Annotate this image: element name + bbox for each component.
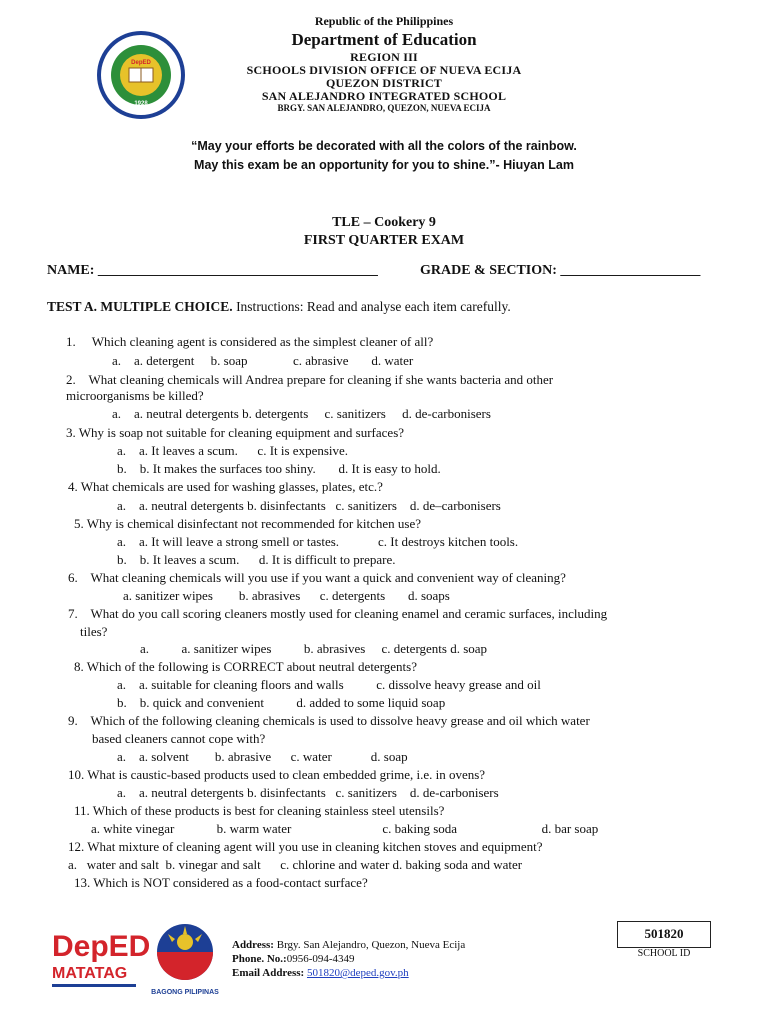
question-line: tiles? xyxy=(80,624,108,639)
division-label: SCHOOLS DIVISION OFFICE OF NUEVA ECIJA xyxy=(246,63,522,77)
question-line: a. a. suitable for cleaning floors and walls c. dissolve heavy grease and oil xyxy=(117,677,541,692)
question-line: 13. Which is NOT considered as a food-contact surface? xyxy=(74,875,368,890)
grade-section-field[interactable]: GRADE & SECTION: ____________________ xyxy=(420,263,701,278)
question-line: a. a. neutral detergents b. disinfectants c. sanitizers d. de–carbonisers xyxy=(117,498,501,513)
name-field[interactable]: NAME: ________________________________________ xyxy=(47,263,378,278)
question-line: a. a. neutral detergents b. detergents c. sanitizers d. de-carbonisers xyxy=(112,406,491,421)
question-line: a. sanitizer wipes b. abrasives c. detergents d. soaps xyxy=(123,588,450,603)
matatag-logo-text: MATATAG xyxy=(52,965,128,982)
exam-subject: TLE – Cookery 9 xyxy=(332,215,436,230)
school-name: SAN ALEJANDRO INTEGRATED SCHOOL xyxy=(261,89,507,103)
question-line: based cleaners cannot cope with? xyxy=(92,731,266,746)
seal-center-text: DepED xyxy=(131,60,151,66)
address-label: Address: xyxy=(232,939,274,951)
question-line: b. b. quick and convenient d. added to some liquid soap xyxy=(117,695,446,710)
question-line: a. a. detergent b. soap c. abrasive d. water xyxy=(112,353,414,368)
instructions xyxy=(47,299,511,315)
exam-quarter: FIRST QUARTER EXAM xyxy=(303,233,465,248)
email-link[interactable]: 501820@deped.gov.ph xyxy=(306,967,409,979)
quote-line-2: May this exam be an opportunity for you to shine.”- Hiuyan Lam xyxy=(194,158,574,172)
question-line: 1. Which cleaning agent is considered as the simplest cleaner of all? xyxy=(66,334,434,349)
quote-line-1: “May your efforts be decorated with all the colors of the rainbow. xyxy=(191,139,577,153)
test-label: TEST A. MULTIPLE CHOICE. xyxy=(47,299,233,314)
question-line: 5. Why is chemical disinfectant not recommended for kitchen use? xyxy=(74,516,422,531)
question-line: 7. What do you call scoring cleaners mostly used for cleaning enamel and ceramic surfaces, including xyxy=(68,606,608,621)
question-line: a. a. sanitizer wipes b. abrasives c. detergents d. soap xyxy=(140,641,488,656)
question-line: b. b. It makes the surfaces too shiny. d. It is easy to hold. xyxy=(117,461,441,476)
republic-label: Republic of the Philippines xyxy=(314,14,454,28)
district-label: QUEZON DISTRICT xyxy=(325,76,443,90)
question-line: 9. Which of the following cleaning chemicals is used to dissolve heavy grease and oil which water xyxy=(68,713,590,728)
instructions-text: Instructions: Read and analyse each item carefully. xyxy=(232,299,511,314)
question-line: 11. Which of these products is best for cleaning stainless steel utensils? xyxy=(74,803,445,818)
question-line: a. white vinegar b. warm water c. baking soda d. bar soap xyxy=(91,821,599,836)
bagong-pilipinas-logo xyxy=(150,920,220,1000)
exam-title xyxy=(0,214,768,250)
question-line: a. a. It will leave a strong smell or tastes. c. It destroys kitchen tools. xyxy=(117,534,519,549)
phone-label: Phone. No.: xyxy=(232,953,287,965)
question-line: b. b. It leaves a scum. d. It is difficult to prepare. xyxy=(117,552,396,567)
school-seal-logo xyxy=(96,30,186,120)
school-id-box: 501820 xyxy=(617,921,711,948)
department-title: Department of Education xyxy=(291,30,477,49)
region-label: REGION III xyxy=(350,50,418,64)
question-line: a. a. neutral detergents b. disinfectants c. sanitizers d. de-carbonisers xyxy=(117,785,499,800)
deped-matatag-logo xyxy=(48,924,151,996)
question-line: a. a. solvent b. abrasive c. water d. soap xyxy=(117,749,408,764)
deped-logo-text: DepED xyxy=(52,930,151,963)
contact-block xyxy=(232,938,465,980)
seal-year: 1928 xyxy=(134,101,148,107)
phone-value: 0956-094-4349 xyxy=(286,953,355,965)
question-line: 2. What cleaning chemicals will Andrea prepare for cleaning if she wants bacteria and other xyxy=(66,372,554,387)
school-address: BRGY. SAN ALEJANDRO, QUEZON, NUEVA ECIJA xyxy=(277,103,491,113)
bagong-pilipinas-text: BAGONG PILIPINAS xyxy=(151,989,219,996)
question-line: 3. Why is soap not suitable for cleaning equipment and surfaces? xyxy=(66,425,405,440)
question-line: 8. Which of the following is CORRECT about neutral detergents? xyxy=(74,659,418,674)
question-line: a. a. It leaves a scum. c. It is expensive. xyxy=(117,443,349,458)
question-line: a. water and salt b. vinegar and salt c. chlorine and water d. baking soda and water xyxy=(68,857,523,872)
question-line: 12. What mixture of cleaning agent will you use in cleaning kitchen stoves and equipment? xyxy=(68,839,543,854)
school-id-label: SCHOOL ID xyxy=(637,948,691,959)
question-line: 4. What chemicals are used for washing glasses, plates, etc.? xyxy=(68,479,383,494)
question-line: 6. What cleaning chemicals will you use if you want a quick and convenient way of cleaning? xyxy=(68,570,566,585)
motivational-quote xyxy=(0,137,768,175)
question-line: microorganisms be killed? xyxy=(66,388,204,403)
question-line: 10. What is caustic-based products used to clean embedded grime, i.e. in ovens? xyxy=(68,767,486,782)
address-value: Brgy. San Alejandro, Quezon, Nueva Ecija xyxy=(273,939,466,951)
email-label: Email Address: xyxy=(232,967,305,979)
